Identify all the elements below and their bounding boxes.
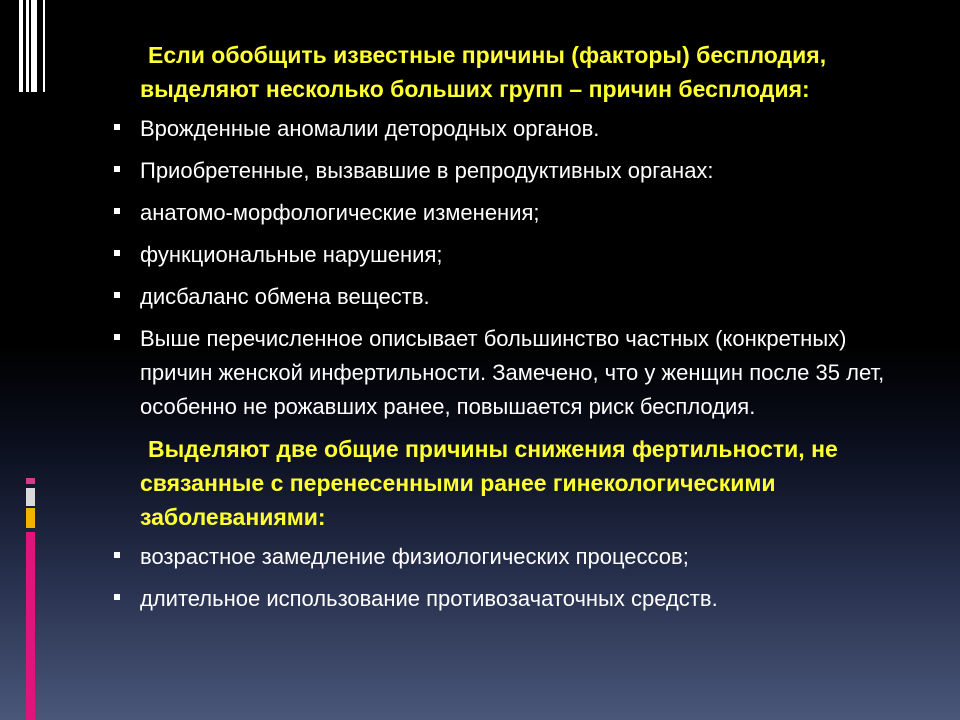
decorative-bar (19, 0, 23, 92)
decorative-bar (26, 0, 29, 92)
section-heading-causes (140, 38, 912, 106)
decorative-bars-top (19, 0, 39, 92)
list-item (112, 196, 912, 230)
list-item (112, 582, 912, 616)
square-bullet-icon (114, 124, 120, 130)
list-item (112, 280, 912, 314)
square-bullet-icon (114, 594, 120, 600)
decorative-segment-yellow (26, 508, 35, 528)
list-item (112, 154, 912, 188)
slide-content (112, 38, 912, 624)
list-item-text: Врожденные аномалии детородных органов. (140, 116, 600, 141)
decorative-segment-magenta (26, 532, 35, 720)
square-bullet-icon (114, 292, 120, 298)
list-item (112, 322, 912, 424)
list-item (112, 540, 912, 574)
decorative-bar (43, 0, 45, 92)
list-item-text: дисбаланс обмена веществ. (140, 284, 430, 309)
square-bullet-icon (114, 166, 120, 172)
list-item-text: функциональные нарушения; (140, 242, 443, 267)
list-item-text: Выше перечисленное описывает большинство частных (конкретных) причин женской инфертильности. Замечено, что у женщин после 35 лет, особенно не рожавших ранее, повышается риск бесплодия. (140, 326, 885, 419)
square-bullet-icon (114, 334, 120, 340)
section-heading-text: Выделяют две общие причины снижения фертильности, не связанные с перенесенными ранее гинекологическими заболеваниями: (140, 436, 838, 530)
square-bullet-icon (114, 552, 120, 558)
list-item (112, 112, 912, 146)
decorative-segment-gray (26, 488, 35, 506)
section-heading-fertility (140, 432, 912, 534)
decorative-bar (31, 0, 37, 92)
decorative-bars-bottom (26, 478, 38, 720)
decorative-segment-pink (26, 478, 35, 484)
list-item-text: анатомо-морфологические изменения; (140, 200, 540, 225)
list-item-text: возрастное замедление физиологических процессов; (140, 544, 689, 569)
list-item-text: Приобретенные, вызвавшие в репродуктивных органах: (140, 158, 714, 183)
square-bullet-icon (114, 250, 120, 256)
square-bullet-icon (114, 208, 120, 214)
list-item (112, 238, 912, 272)
section-heading-text: Если обобщить известные причины (факторы) бесплодия, выделяют несколько больших групп – причин бесплодия: (140, 42, 827, 102)
list-item-text: длительное использование противозачаточных средств. (140, 586, 718, 611)
